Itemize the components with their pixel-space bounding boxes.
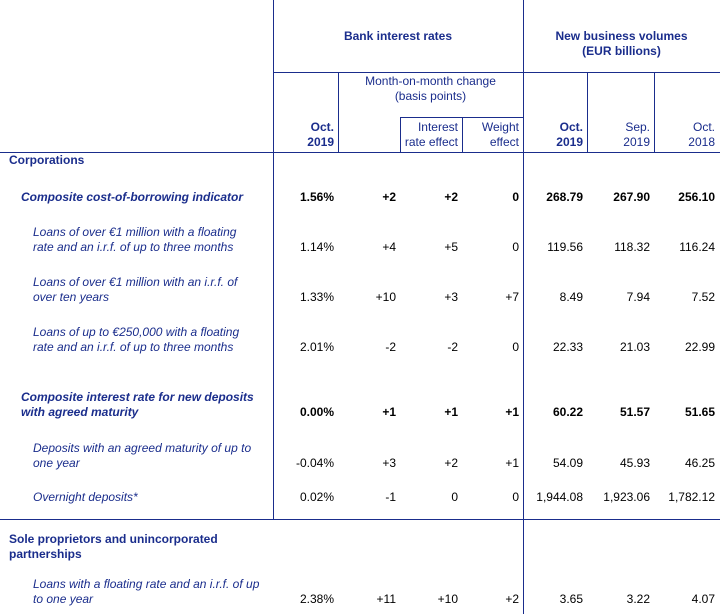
cell-mom: +2 <box>382 190 396 204</box>
cell-weight-effect: 0 <box>512 340 519 354</box>
cell-mom: +1 <box>382 405 396 419</box>
divider <box>0 519 720 520</box>
divider <box>400 117 523 118</box>
col-oct2018-vol-line1: Oct. <box>692 120 715 134</box>
cell-mom: +10 <box>375 290 396 304</box>
cell-vol-sep2019: 51.57 <box>619 405 650 419</box>
cell-vol-oct2018: 51.65 <box>684 405 715 419</box>
cell-vol-oct2019: 3.65 <box>559 592 583 606</box>
row-label: rate and an i.r.f. of up to three months <box>33 340 234 354</box>
cell-interest-effect: -2 <box>447 340 458 354</box>
row-label: Loans of up to €250,000 with a floating <box>33 325 240 339</box>
row-label: Composite interest rate for new deposits <box>21 390 254 404</box>
row-label: rate and an i.r.f. of up to three months <box>33 240 234 254</box>
col-interest-effect-line2: rate effect <box>404 135 458 149</box>
volumes-header-line1: New business volumes <box>555 29 688 43</box>
mom-header-line1: Month-on-month change <box>365 74 496 88</box>
cell-vol-oct2019: 119.56 <box>547 240 583 254</box>
cell-mom: -2 <box>385 340 396 354</box>
cell-vol-oct2019: 1,944.08 <box>536 490 583 504</box>
row-label: over ten years <box>33 290 110 304</box>
col-oct2019-vol-line2: 2019 <box>556 135 583 149</box>
row-label: Loans of over €1 million with an i.r.f. of <box>33 275 238 289</box>
cell-weight-effect: 0 <box>512 240 519 254</box>
section-title-sole-line1: Sole proprietors and unincorporated <box>9 532 218 546</box>
cell-rate: 1.14% <box>299 240 334 254</box>
cell-interest-effect: +2 <box>444 190 458 204</box>
divider <box>523 0 524 614</box>
col-sep2019-vol-line1: Sep. <box>625 120 650 134</box>
col-oct2019-rate-line1: Oct. <box>310 120 334 134</box>
col-oct2018-vol-line2: 2018 <box>688 135 715 149</box>
cell-interest-effect: +10 <box>437 592 458 606</box>
cell-weight-effect: 0 <box>512 490 519 504</box>
cell-mom: +11 <box>376 592 396 606</box>
section-title-corporations: Corporations <box>9 153 85 167</box>
cell-vol-sep2019: 21.03 <box>619 340 650 354</box>
row-label: to one year <box>33 592 94 606</box>
row-label: with agreed maturity <box>21 405 139 419</box>
cell-interest-effect: +5 <box>444 240 458 254</box>
cell-weight-effect: +7 <box>505 290 519 304</box>
cell-vol-sep2019: 267.90 <box>613 190 650 204</box>
cell-vol-oct2018: 7.52 <box>691 290 715 304</box>
cell-weight-effect: +1 <box>505 405 519 419</box>
cell-vol-oct2018: 116.24 <box>679 240 715 254</box>
cell-rate: 1.56% <box>299 190 334 204</box>
col-weight-effect-line1: Weight <box>481 120 519 134</box>
cell-rate: 0.02% <box>299 490 334 504</box>
cell-vol-oct2019: 60.22 <box>552 405 583 419</box>
row-label: Overnight deposits* <box>33 490 138 504</box>
cell-mom: -1 <box>385 490 396 504</box>
cell-mom: +4 <box>382 240 396 254</box>
cell-rate: 2.01% <box>299 340 334 354</box>
row-label: Loans with a floating rate and an i.r.f. of up <box>33 577 260 591</box>
cell-vol-sep2019: 7.94 <box>626 290 650 304</box>
cell-vol-oct2018: 46.25 <box>684 456 715 470</box>
cell-vol-sep2019: 118.32 <box>614 240 650 254</box>
cell-weight-effect: +2 <box>505 592 519 606</box>
cell-rate: 2.38% <box>299 592 334 606</box>
cell-rate: -0.04% <box>295 456 334 470</box>
cell-interest-effect: +3 <box>444 290 458 304</box>
cell-mom: +3 <box>382 456 396 470</box>
cell-vol-oct2019: 268.79 <box>546 190 583 204</box>
row-label: Deposits with an agreed maturity of up to <box>33 441 252 455</box>
divider <box>273 0 274 519</box>
row-label: one year <box>33 456 80 470</box>
divider <box>0 152 720 153</box>
cell-vol-oct2018: 4.07 <box>691 592 715 606</box>
cell-weight-effect: 0 <box>512 190 519 204</box>
cell-interest-effect: +1 <box>444 405 458 419</box>
cell-vol-sep2019: 45.93 <box>619 456 650 470</box>
col-oct2019-rate-line2: 2019 <box>307 135 334 149</box>
col-interest-effect-line1: Interest <box>417 120 458 134</box>
cell-weight-effect: +1 <box>505 456 519 470</box>
col-sep2019-vol-line2: 2019 <box>623 135 650 149</box>
bank-rates-header: Bank interest rates <box>343 29 453 43</box>
cell-vol-oct2018: 22.99 <box>684 340 715 354</box>
cell-vol-oct2018: 256.10 <box>678 190 715 204</box>
mom-header-line2: (basis points) <box>394 89 467 103</box>
cell-interest-effect: 0 <box>451 490 458 504</box>
section-title-sole-line2: partnerships <box>9 547 82 561</box>
cell-rate: 1.33% <box>299 290 334 304</box>
row-label: Composite cost-of-borrowing indicator <box>21 190 243 204</box>
cell-vol-oct2019: 54.09 <box>552 456 583 470</box>
cell-vol-oct2018: 1,782.12 <box>668 490 715 504</box>
cell-vol-oct2019: 8.49 <box>559 290 583 304</box>
cell-vol-sep2019: 3.22 <box>626 592 650 606</box>
col-weight-effect-line2: effect <box>489 135 519 149</box>
cell-vol-oct2019: 22.33 <box>552 340 583 354</box>
col-oct2019-vol-line1: Oct. <box>559 120 583 134</box>
volumes-header-line2: (EUR billions) <box>582 44 661 58</box>
cell-rate: 0.00% <box>299 405 334 419</box>
cell-interest-effect: +2 <box>444 456 458 470</box>
row-label: Loans of over €1 million with a floating <box>33 225 237 239</box>
cell-vol-sep2019: 1,923.06 <box>603 490 650 504</box>
divider <box>273 72 720 73</box>
